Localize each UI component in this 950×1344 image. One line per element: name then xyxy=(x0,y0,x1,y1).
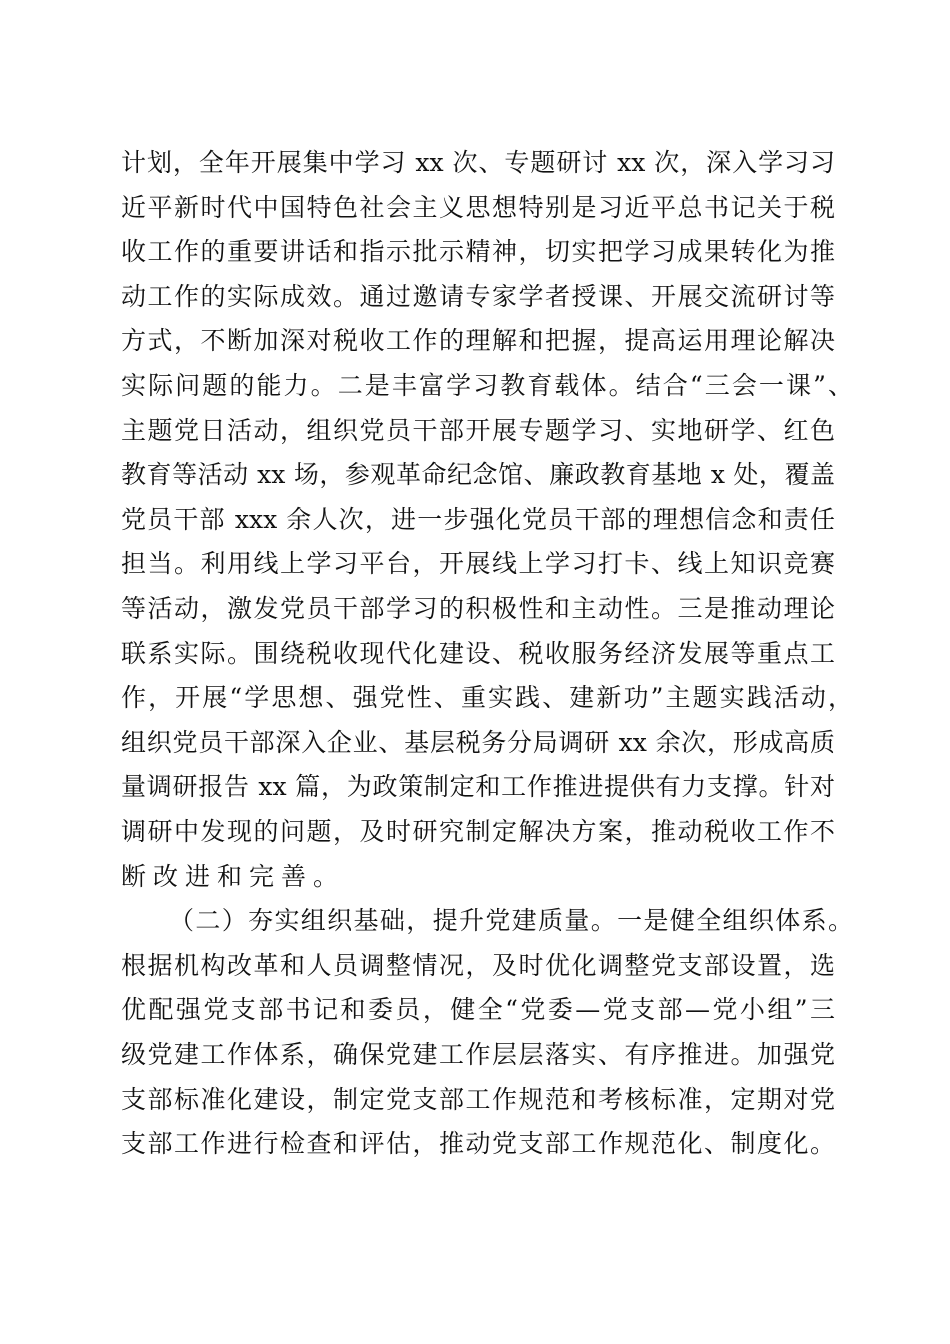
body-text-line: 支部标准化建设，制定党支部工作规范和考核标准，定期对党 xyxy=(121,1084,835,1114)
body-text-line: 量调研报告 xx 篇，为政策制定和工作推进提供有力支撑。针对 xyxy=(121,772,835,802)
body-text-line: 教育等活动 xx 场，参观革命纪念馆、廉政教育基地 x 处，覆盖 xyxy=(121,460,835,490)
body-text-line: 级党建工作体系，确保党建工作层层落实、有序推进。加强党 xyxy=(121,1040,835,1069)
body-text-line: 党员干部 xxx 余人次，进一步强化党员干部的理想信念和责任 xyxy=(121,504,835,534)
body-text-line: 实际问题的能力。二是丰富学习教育载体。结合“三会一课”、 xyxy=(121,371,853,400)
body-text-line: 主题党日活动，组织党员干部开展专题学习、实地研学、红色 xyxy=(121,415,835,445)
body-text-line: 方式，不断加深对税收工作的理解和把握，提高运用理论解决 xyxy=(121,326,835,356)
body-text-line: 断改进和完善。 xyxy=(121,861,346,891)
body-text-line: 联系实际。围绕税收现代化建设、税收服务经济发展等重点工 xyxy=(121,638,835,668)
body-text-line: 调研中发现的问题，及时研究制定解决方案，推动税收工作不 xyxy=(121,817,835,846)
body-text-line: 优配强党支部书记和委员，健全“党委—党支部—党小组”三 xyxy=(121,995,835,1025)
body-text-line: 担当。利用线上学习平台，开展线上学习打卡、线上知识竞赛 xyxy=(121,549,835,579)
body-text-line: 计划，全年开展集中学习 xx 次、专题研讨 xx 次，深入学习习 xyxy=(121,148,835,177)
body-text-line: 组织党员干部深入企业、基层税务分局调研 xx 余次，形成高质 xyxy=(121,727,835,757)
section-heading-line: （二）夯实组织基础，提升党建质量。一是健全组织体系。 xyxy=(169,906,853,936)
body-text-line: 等活动，激发党员干部学习的积极性和主动性。三是推动理论 xyxy=(121,594,835,623)
body-text-line: 收工作的重要讲话和指示批示精神，切实把学习成果转化为推 xyxy=(121,237,835,267)
body-text-line: 作，开展“学思想、强党性、重实践、建新功”主题实践活动， xyxy=(121,683,853,713)
body-text-line: 根据机构改革和人员调整情况，及时优化调整党支部设置，选 xyxy=(121,950,835,980)
body-text-line: 支部工作进行检查和评估，推动党支部工作规范化、制度化。 xyxy=(121,1129,835,1159)
body-text-line: 近平新时代中国特色社会主义思想特别是习近平总书记关于税 xyxy=(121,192,835,222)
body-text-line: 动工作的实际成效。通过邀请专家学者授课、开展交流研讨等 xyxy=(121,281,835,311)
